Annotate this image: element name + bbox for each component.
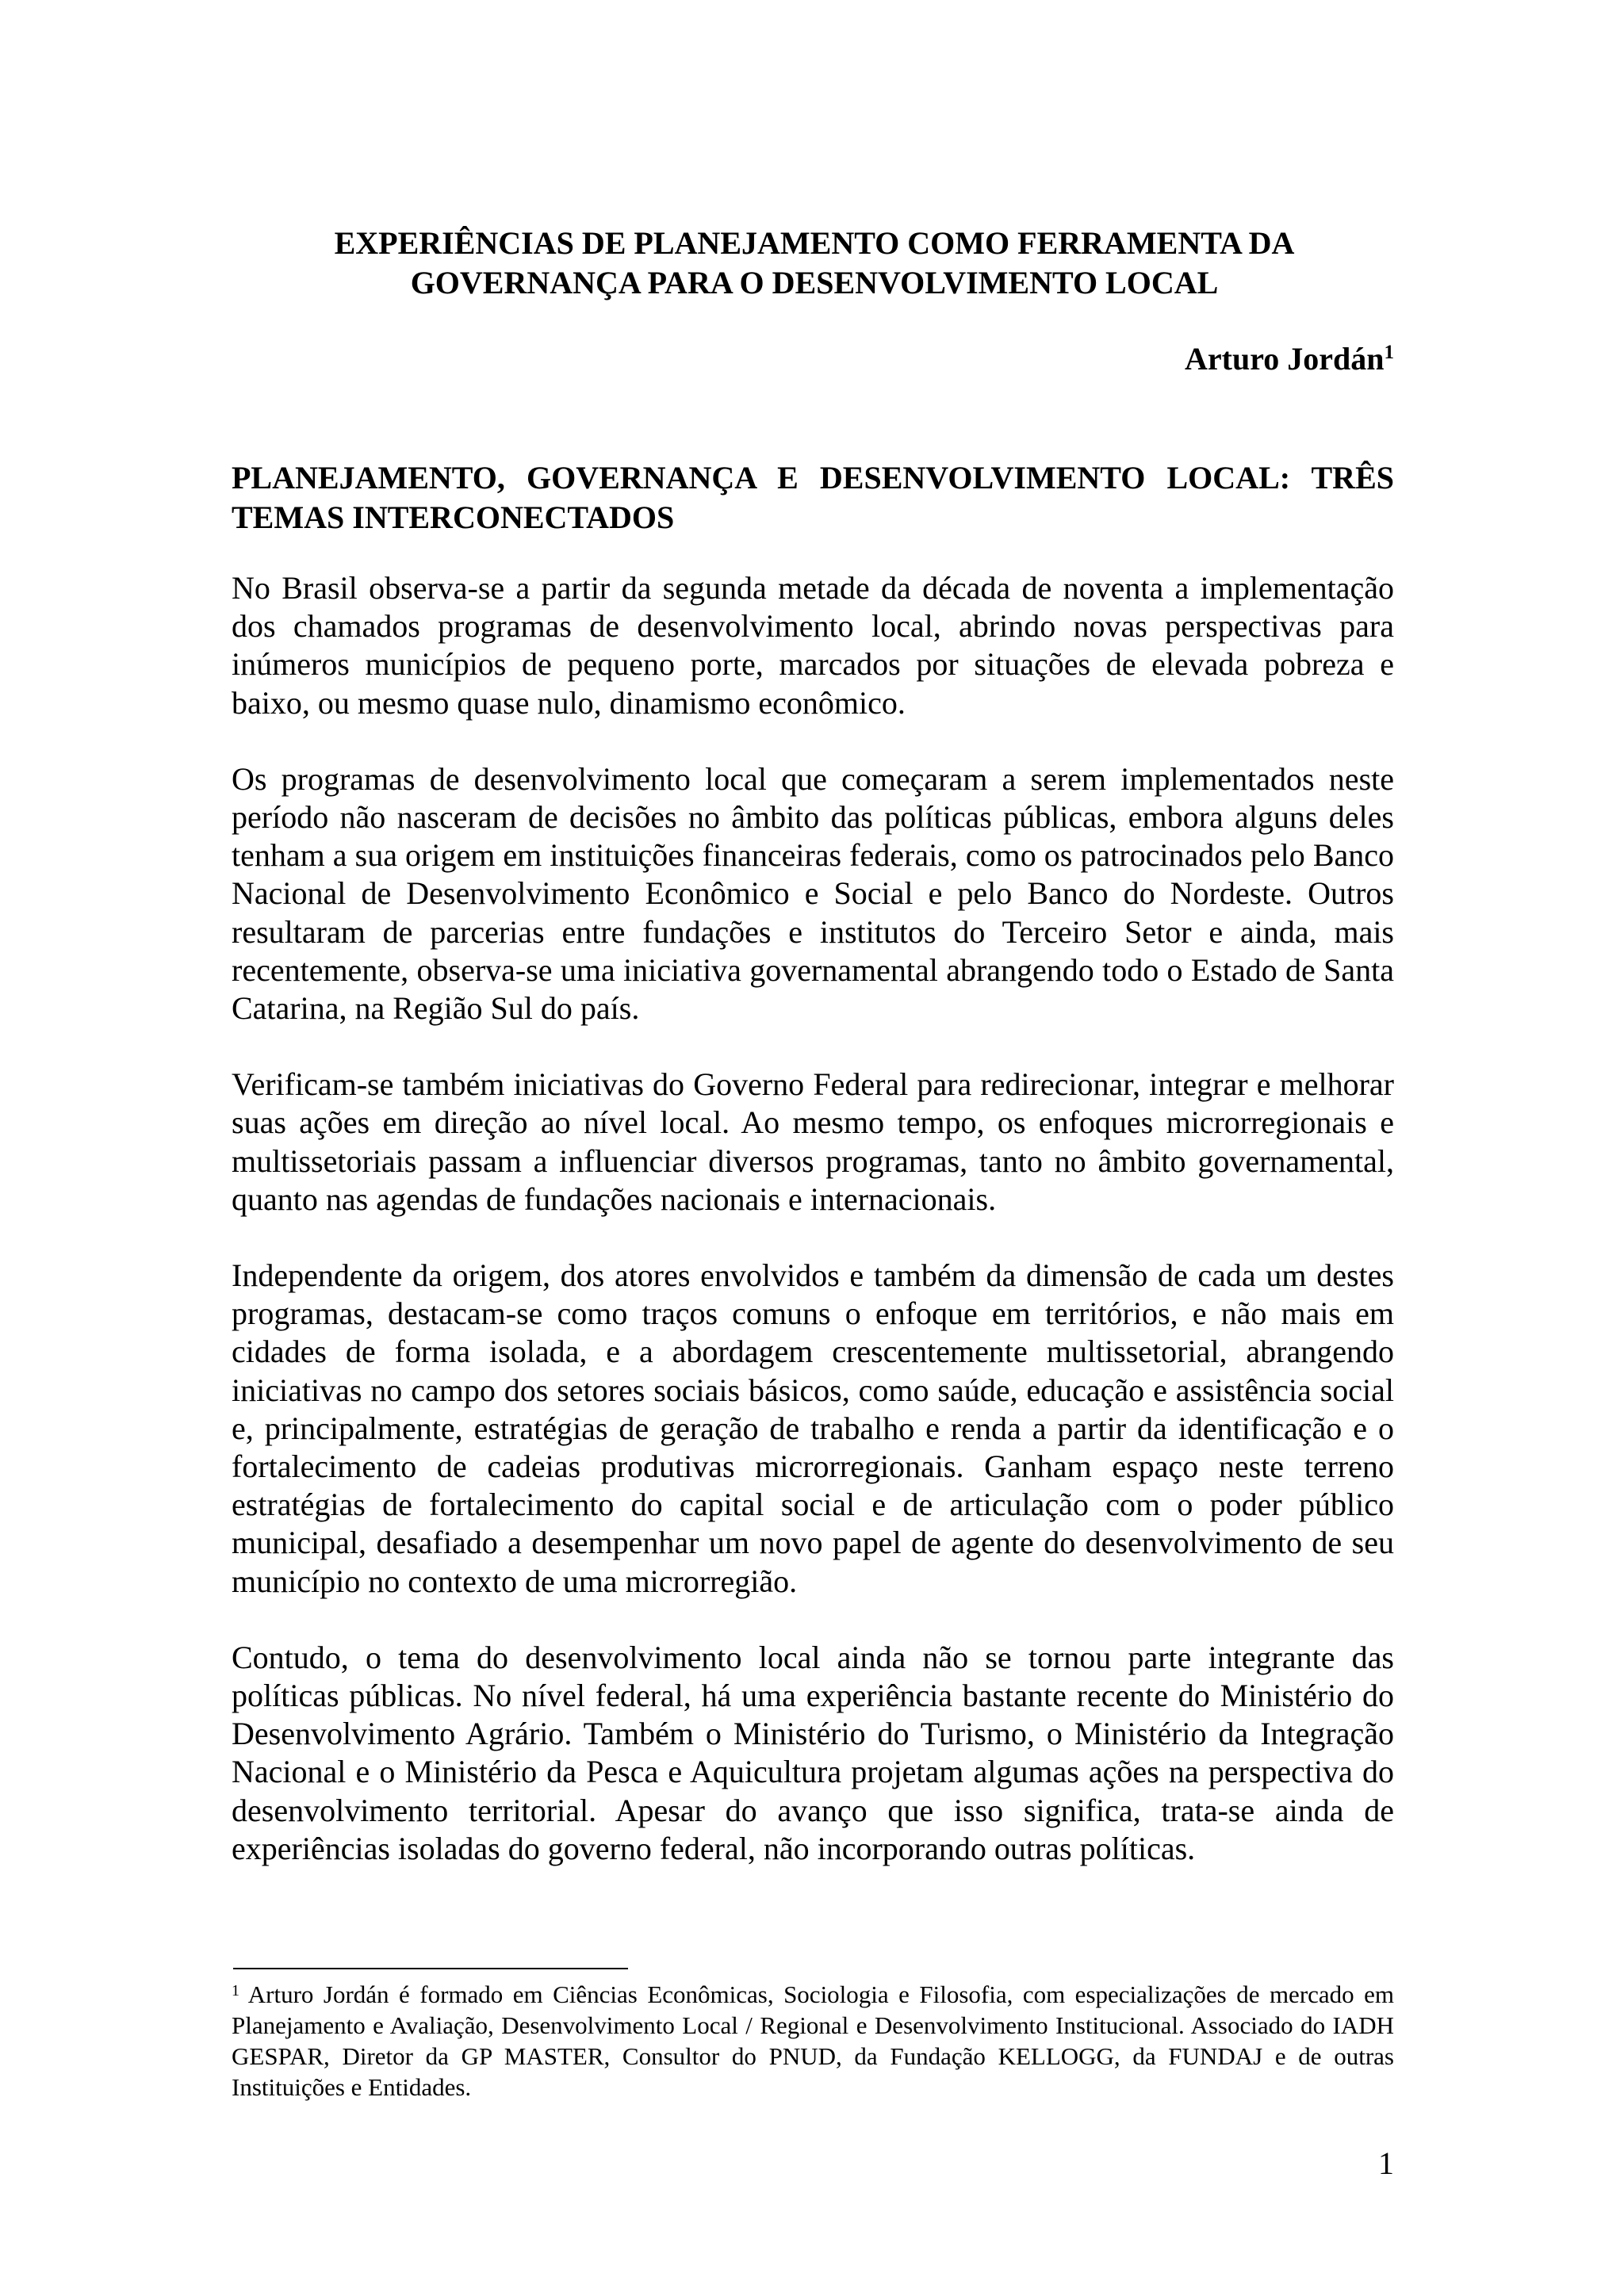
body-text (232, 569, 1394, 1906)
paragraph-5: Contudo, o tema do desenvolvimento local ainda não se tornou parte integrante das políticas públicas. No nível federal, há uma experiência bastante recente do Ministério do Desenvolvimento Agrário. Também o Ministério do Turismo, o Ministério da Integração Nacional e o Ministério da Pesca e Aquicultura projetam algumas ações na perspectiva do desenvolvimento territorial. Apesar do avanço que isso significa, trata-se ainda de experiências isoladas do governo federal, não incorporando outras políticas. (232, 1639, 1394, 1866)
section-heading: PLANEJAMENTO, GOVERNANÇA E DESENVOLVIMENTO LOCAL: TRÊS TEMAS INTERCONECTADOS (232, 460, 1394, 535)
document-title (232, 224, 1397, 303)
footnote-separator (233, 1968, 628, 1969)
author-name: Arturo Jordán (1185, 341, 1385, 377)
page-number: 1 (1378, 2145, 1394, 2181)
footnote (232, 1979, 1394, 2103)
paragraph-1: No Brasil observa-se a partir da segunda metade da década de noventa a implementação dos chamados programas de desenvolvimento local, abrindo novas perspectivas para inúmeros municípios de pequeno porte, marcados por situações de elevada pobreza e baixo, ou mesmo quase nulo, dinamismo econômico. (232, 570, 1394, 721)
paragraph-2: Os programas de desenvolvimento local que começaram a serem implementados neste período não nasceram de decisões no âmbito das políticas públicas, embora alguns deles tenham a sua origem em instituições financeiras federais, como os patrocinados pelo Banco Nacional de Desenvolvimento Econômico e Social e pelo Banco do Nordeste. Outros resultaram de parcerias entre fundações e institutos do Terceiro Setor e ainda, mais recentemente, observa-se uma iniciativa governamental abrangendo todo o Estado de Santa Catarina, na Região Sul do país. (232, 760, 1394, 1027)
author-byline (1185, 339, 1394, 379)
title-line-1: EXPERIÊNCIAS DE PLANEJAMENTO COMO FERRAMENTA DA (334, 225, 1295, 261)
paragraph-3: Verificam-se também iniciativas do Governo Federal para redirecionar, integrar e melhorar suas ações em direção ao nível local. Ao mesmo tempo, os enfoques microrregionais e multissetoriais passam a influenciar diversos programas, tanto no âmbito governamental, quanto nas agendas de fundações nacionais e internacionais. (232, 1066, 1394, 1217)
author-footnote-marker: 1 (1384, 342, 1394, 363)
title-line-2: GOVERNANÇA PARA O DESENVOLVIMENTO LOCAL (410, 265, 1219, 300)
paragraph-4: Independente da origem, dos atores envolvidos e também da dimensão de cada um destes programas, destacam-se como traços comuns o enfoque em territórios, e não mais em cidades de forma isolada, e a abordagem crescentemente multissetorial, abrangendo iniciativas no campo dos setores sociais básicos, como saúde, educação e assistência social e, principalmente, estratégias de geração de trabalho e renda a partir da identificação e o fortalecimento de cadeias produtivas microrregionais. Ganham espaço neste terreno estratégias de fortalecimento do capital social e de articulação com o poder público municipal, desafiado a desempenhar um novo papel de agente do desenvolvimento de seu município no contexto de uma microrregião. (232, 1257, 1394, 1599)
footnote-marker: 1 (232, 1982, 239, 1999)
footnote-text: Arturo Jordán é formado em Ciências Econômicas, Sociologia e Filosofia, com especializações de mercado em Planejamento e Avaliação, Desenvolvimento Local / Regional e Desenvolvimento Institucional. Associado do IADH GESPAR, Diretor da GP MASTER, Consultor do PNUD, da Fundação KELLOGG, da FUNDAJ e de outras Instituições e Entidades. (232, 1980, 1395, 2101)
